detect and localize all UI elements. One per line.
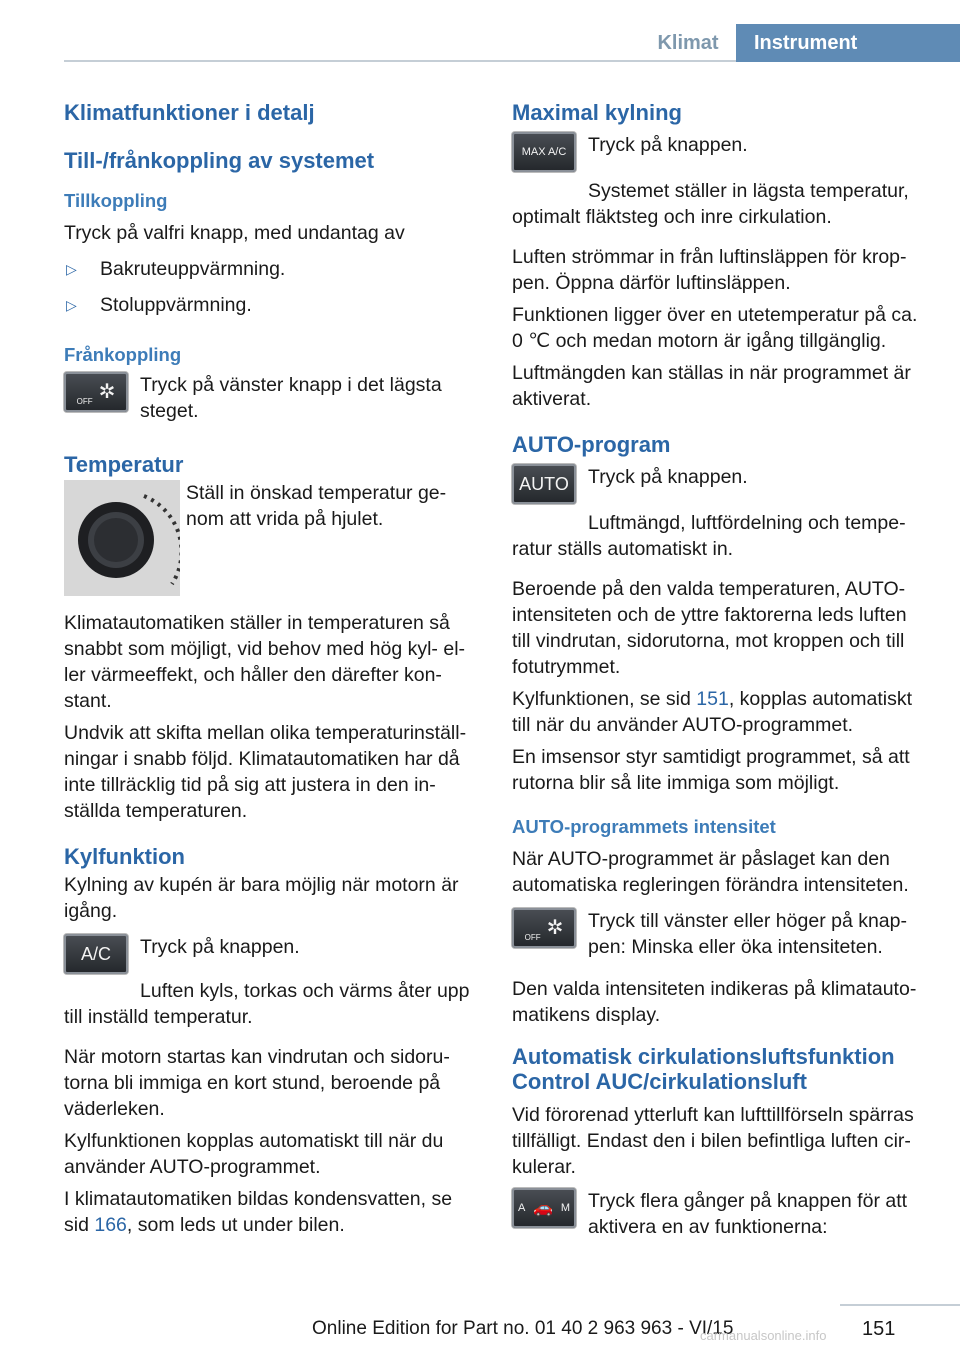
paragraph-auto4: Kylfunktionen, se sid 151, kopplas automatiskt till när du använder AUTO-programmet. (512, 688, 913, 736)
fan-off-button-icon: OFF ✲ (512, 908, 576, 948)
temperatur-row (64, 480, 478, 596)
paragraph-int2: Tryck till vänster eller höger på knap-pen: Minska eller öka intensiteten. (588, 910, 907, 958)
int-row (512, 908, 928, 960)
watermark: carmanualsonline.info (700, 1328, 827, 1343)
paragraph-max3: Luften strömmar in från luftinsläppen för krop-pen. Öppna därför luftinsläppen. (512, 246, 907, 294)
heading-auto-program: AUTO-program (512, 432, 671, 457)
bullet-text: Bakruteuppvärmning. (100, 258, 286, 280)
paragraph-frankoppling: Tryck på vänster knapp i det lägsta steget. (140, 374, 442, 422)
tab-klimat[interactable]: Klimat (657, 31, 719, 54)
heading-auc: Automatisk cirkulationsluftsfunktion Control AUC/cirkulationsluft (512, 1044, 895, 1094)
auto-row (512, 464, 928, 504)
heading-tillkoppling: Tillkoppling (64, 190, 168, 211)
paragraph-max4: Funktionen ligger över en utetemperatur på ca. 0 ℃ och medan motorn är igång tillgänglig. (512, 304, 918, 352)
right-column (512, 98, 928, 1240)
tab-instrument[interactable]: Instrument (736, 24, 960, 62)
paragraph-int3: Den valda intensiteten indikeras på klimatauto-matikens display. (512, 978, 917, 1026)
paragraph-max5: Luftmängden kan ställas in när programmet är aktiverat. (512, 362, 911, 410)
paragraph-temp3: Undvik att skifta mellan olika temperaturinställ-ningar i snabb följd. Klimatautomatiken har då inte tillräcklig tid på sig att justera in den in-ställda temperaturen. (64, 722, 467, 822)
paragraph-kyl4: I klimatautomatiken bildas kondensvatten, se sid 166, som leds ut under bilen. (64, 1188, 453, 1236)
paragraph-auc1: Vid förorenad ytterluft kan lufttillförseln spärras tillfälligt. Endast den i bilen befintliga luften cir-kulerar. (512, 1104, 914, 1178)
triangle-bullet-icon: ▷ (66, 261, 77, 277)
ac-button-icon: A/C (64, 934, 128, 974)
paragraph-auto3: Beroende på den valda temperaturen, AUTO-intensiteten och de yttre faktorerna leds luften till vindrutan, sidorutorna, mot kroppen och till fotutrymmet. (512, 578, 907, 678)
paragraph-auto5: En imsensor styr samtidigt programmet, så att rutorna blir så lite immiga som möjligt. (512, 746, 910, 794)
triangle-bullet-icon: ▷ (66, 297, 77, 313)
paragraph-max1: Tryck på knappen. (588, 134, 748, 156)
left-column (64, 98, 478, 1238)
list-item (64, 292, 478, 318)
max-row (512, 132, 928, 172)
frankoppling-row (64, 372, 478, 424)
footer-divider (840, 1304, 960, 1306)
heading-till-fran: Till-/frånkoppling av systemet (64, 148, 375, 173)
heading-kylfunktion: Kylfunktion (64, 844, 185, 869)
auc-button-icon: A 🚗 M (512, 1188, 576, 1228)
paragraph-auto1: Tryck på knappen. (588, 466, 748, 488)
paragraph-kyl2: När motorn startas kan vindrutan och sidoru-torna bli immiga en kort stund, beroende på väderleken. (64, 1046, 450, 1120)
paragraph-temperatur: Ställ in önskad temperatur ge-nom att vrida på hjulet. (186, 482, 447, 530)
auc-row (512, 1188, 928, 1240)
paragraph-kyl-btn1: Tryck på knappen. (140, 936, 300, 958)
temperature-wheel-image (64, 480, 180, 596)
heading-auto-intensitet: AUTO-programmets intensitet (512, 816, 776, 837)
auto-button-icon: AUTO (512, 464, 576, 504)
paragraph-temp2: Klimatautomatiken ställer in temperaturen så snabbt som möjligt, vid behov med hög kyl- el-ler värmeeffekt, och håller den därefter kon-stant. (64, 612, 466, 712)
page-number: 151 (862, 1318, 896, 1340)
paragraph-max2: Systemet ställer in lägsta temperatur, optimalt fläktsteg och inre cirkulation. (512, 180, 909, 228)
kyl-row (64, 934, 478, 974)
page-link-151[interactable]: 151 (696, 688, 729, 710)
page-link-166[interactable]: 166 (94, 1214, 127, 1236)
heading-frankoppling: Frånkoppling (64, 344, 182, 365)
max-ac-button-icon: MAX A/C (512, 132, 576, 172)
paragraph-int1: När AUTO-programmet är påslaget kan den automatiska regleringen förändra intensiteten. (512, 848, 909, 896)
heading-temperatur: Temperatur (64, 452, 184, 477)
paragraph-kyl-btn2: Luften kyls, torkas och värms åter upp till inställd temperatur. (64, 980, 470, 1028)
paragraph-kyl1: Kylning av kupén är bara möjlig när motorn är igång. (64, 874, 459, 922)
heading-klimatfunktioner: Klimatfunktioner i detalj (64, 100, 315, 125)
list-item (64, 256, 478, 282)
paragraph-tillkoppling: Tryck på valfri knapp, med undantag av (64, 222, 405, 244)
fan-off-button-icon: OFF ✲ (64, 372, 128, 412)
paragraph-auto2: Luftmängd, luftfördelning och tempe-ratur ställs automatiskt in. (512, 512, 906, 560)
paragraph-auc2: Tryck flera gånger på knappen för att aktivera en av funktionerna: (588, 1190, 908, 1238)
footer-edition: Online Edition for Part no. 01 40 2 963 963 - VI/15 (312, 1318, 734, 1339)
bullet-text: Stoluppvärmning. (100, 294, 252, 316)
heading-maximal-kylning: Maximal kylning (512, 100, 682, 125)
paragraph-kyl3: Kylfunktionen kopplas automatiskt till när du använder AUTO-programmet. (64, 1130, 444, 1178)
